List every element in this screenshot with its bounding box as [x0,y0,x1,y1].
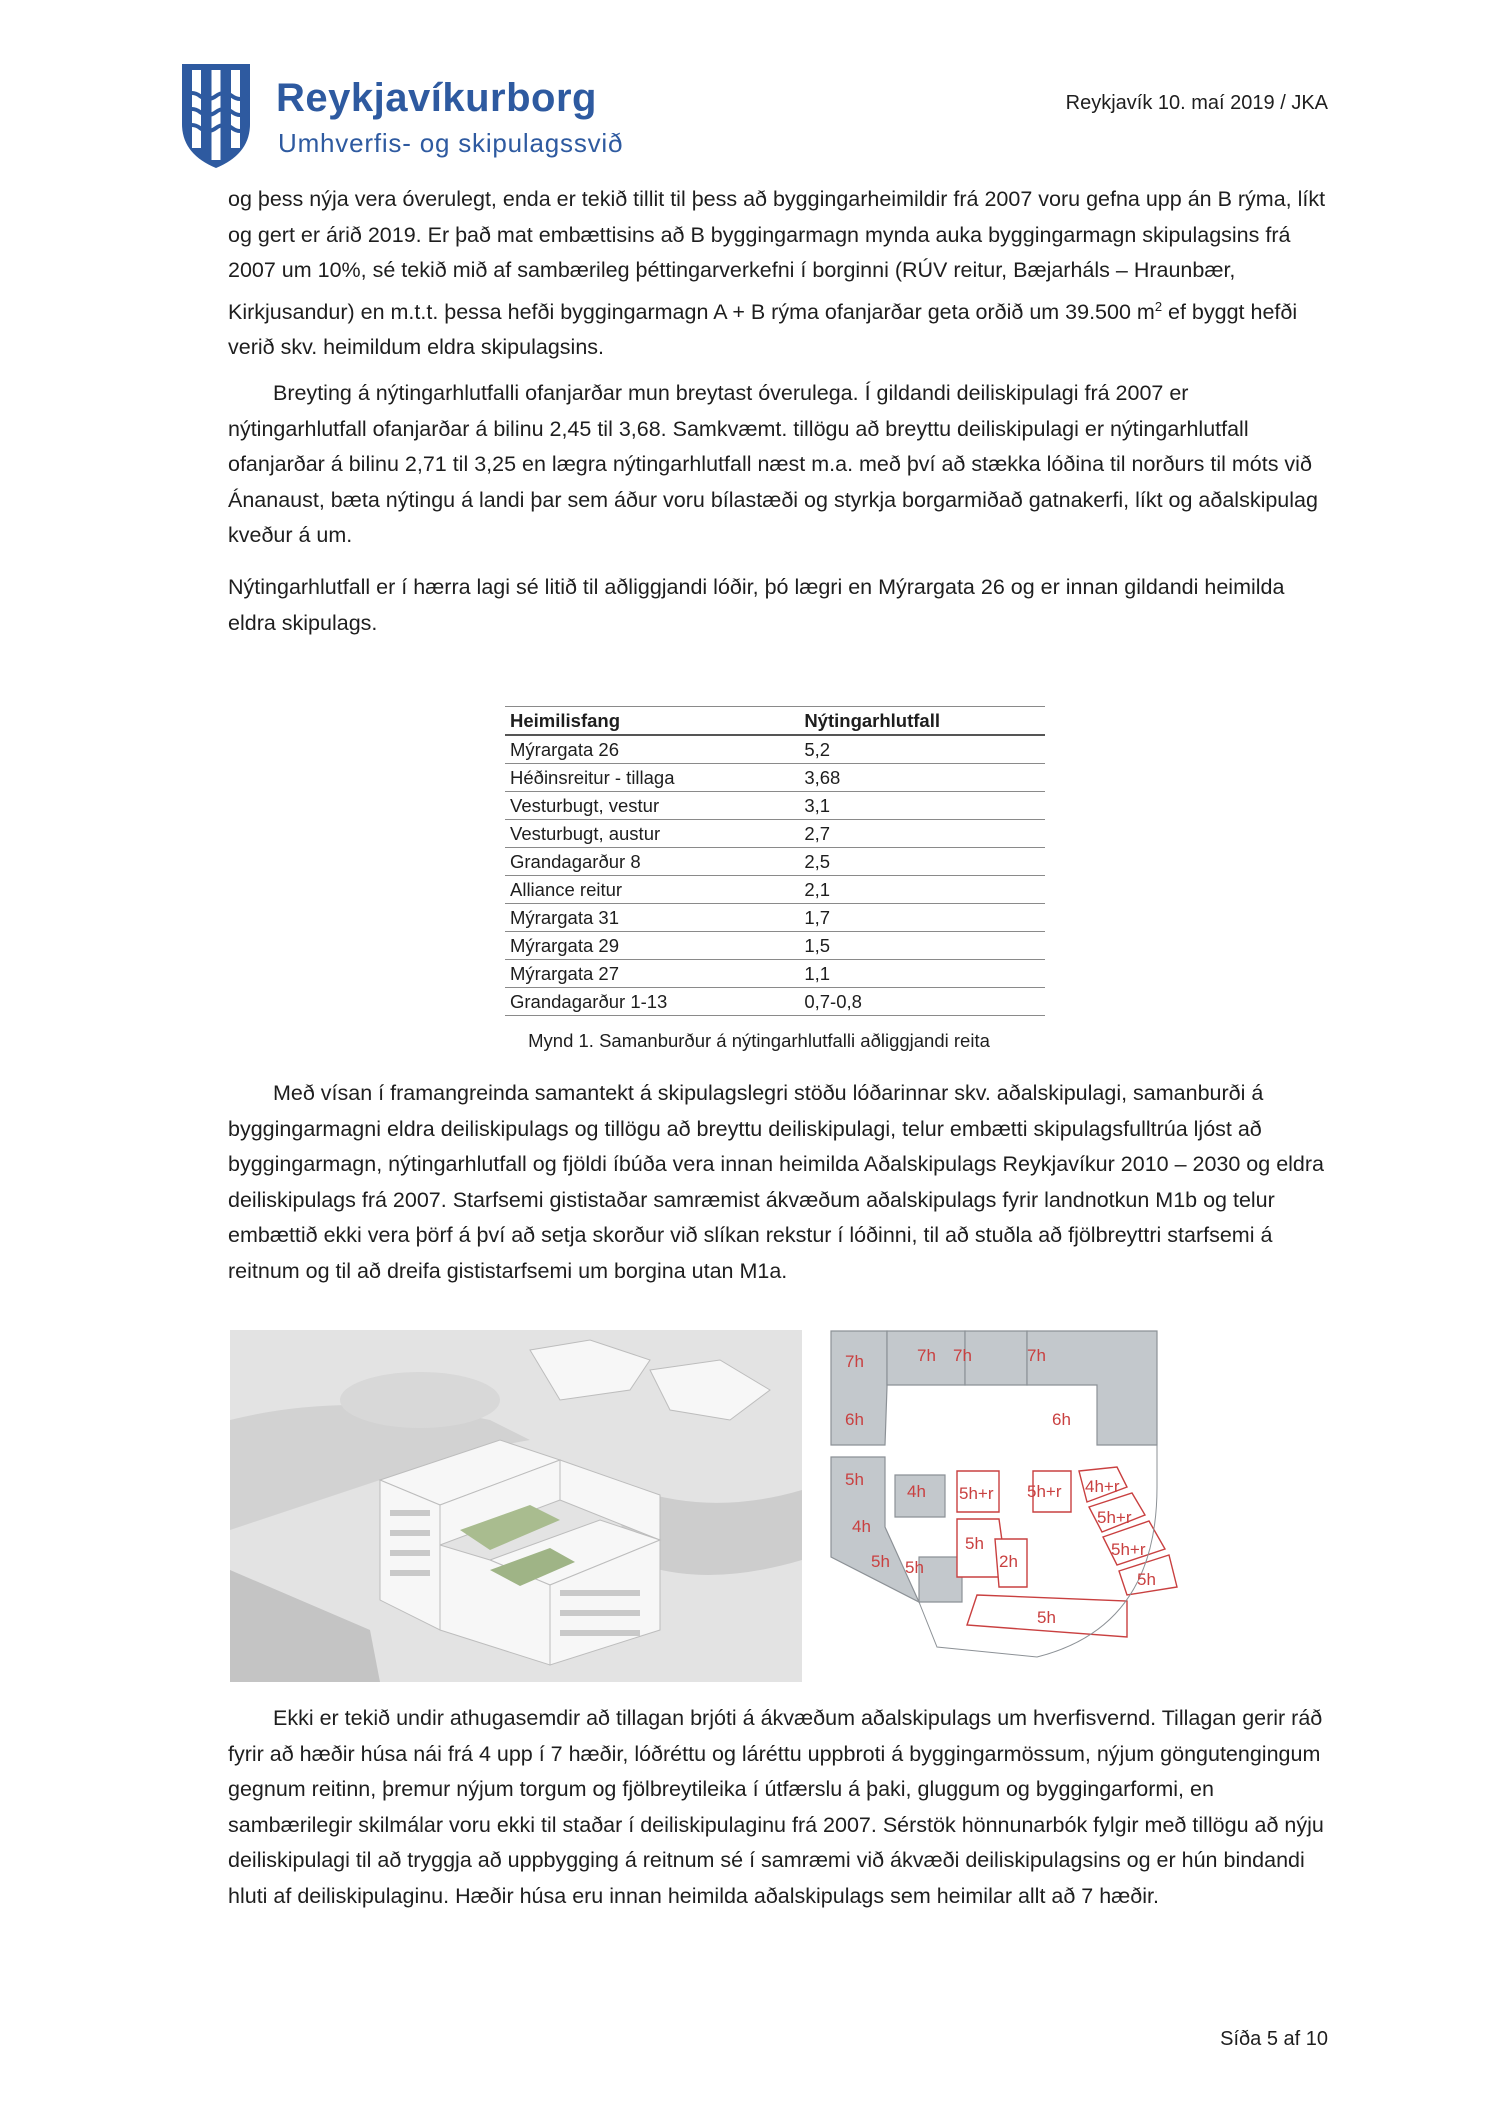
building-heights-plan [827,1327,1281,1687]
cell-ratio: 1,7 [799,904,1045,932]
paragraph-1-text-end: ef byggt hefði verið skv. heimildum eldra skipulagsins. [228,299,1298,360]
paragraph-4: Með vísan í framangreinda samantekt á skipulagslegri stöðu lóðarinnar skv. aðalskipulagi, samanburði á byggingarmagni eldra deiliskipulags og tillögu að breyttu deiliskipulagi, telur embætti skipulagsfulltrúa ljóst að byggingarmagn, nýtingarhlutfall og fjöldi íbúða vera innan heimilda Aðalskipulags Reykjavíkur 2010 – 2030 og eldra deiliskipulags frá 2007. Starfsemi gististaðar samræmist ákvæðum aðalskipulags fyrir landnotkun M1b og telur embættið ekki vera þörf á því að setja skorður við slíkan rekstur í lóðinni, til að stuðla að fjölbreyttri starfsemi á reitnum og til að dreifa gististarfsemi um borgina utan M1a. [228,1081,1325,1283]
plan-label: 5h [871,1552,890,1571]
cell-address: Mýrargata 26 [505,735,799,764]
logo [180,62,640,172]
plan-label: 7h [845,1352,864,1371]
table-row [505,876,1045,904]
cell-ratio: 2,7 [799,820,1045,848]
plan-label: 5h [905,1558,924,1577]
org-division: Umhverfis- og skipulagssvið [278,128,624,158]
cell-address: Grandagarður 1-13 [505,988,799,1016]
plan-label: 2h [999,1552,1018,1571]
cell-ratio: 2,1 [799,876,1045,904]
date-reference: Reykjavík 10. maí 2019 / JKA [1065,92,1328,114]
plan-label: 4h [907,1482,926,1501]
column-header-ratio: Nýtingarhlutfall [799,707,1045,736]
paragraph-1-text: og þess nýja vera óverulegt, enda er tekið tillit til þess að byggingarheimildir frá 2007 voru gefna upp án B rýma, líkt og gert er árið 2019. Er það mat embættisins að B byggingarmagn mynda auka byggingarmagn skipulagsins frá 2007 um 10%, sé tekið mið af sambærileg þéttingarverkefni í borginni (RÚV reitur, Bæjarháls – Hraunbær, Kirkjusandur) en m.t.t. þessa hefði byggingarmagn A + B rýma ofanjarðar geta orðið um 39.500 m [228,187,1326,324]
cell-address: Mýrargata 31 [505,904,799,932]
cell-ratio: 1,1 [799,960,1045,988]
paragraph-2: Breyting á nýtingarhlutfalli ofanjarðar mun breytast óverulega. Í gildandi deiliskipulagi frá 2007 er nýtingarhlutfall ofanjarðar á bilinu 2,45 til 3,68. Samkvæmt. tillögu að breyttu deiliskipulagi er nýtingarhlutfall ofanjarðar á bilinu 2,71 til 3,25 en lægra nýtingarhlutfall næst m.a. með því að stækka lóðina til norðurs til móts við Ánanaust, bæta nýtingu á landi þar sem áður voru bílastæði og styrkja borgarmiðað gatnakerfi, líkt og aðalskipulag kveður á um. [228,381,1318,547]
cell-ratio: 3,1 [799,792,1045,820]
paragraph-5: Ekki er tekið undir athugasemdir að tillagan brjóti á ákvæðum aðalskipulags um hverfisvernd. Tillagan gerir ráð fyrir að hæðir húsa nái frá 4 upp í 7 hæðir, lóðréttu og láréttu uppbroti á byggingarmössum, nýjum göngutengingum gegnum reitinn, þremur nýjum torgum og fjölbreytileika í útfærslu á þaki, gluggum og byggingarformi, en sambærilegir skilmálar voru ekki til staðar í deiliskipulaginu frá 2007. Sérstök hönnunarbók fylgir með tillögu að nýju deiliskipulagi til að tryggja að uppbygging á reitnum sé í samræmi við ákvæði deiliskipulagsins og er hún bindandi hluti af deiliskipulaginu. Hæðir húsa eru innan heimilda aðalskipulags sem heimilar allt að 7 hæðir. [228,1706,1324,1908]
cell-address: Vesturbugt, vestur [505,792,799,820]
cell-address: Héðinsreitur - tillaga [505,764,799,792]
plan-block-n-right [965,1331,1027,1385]
plan-label: 4h [852,1517,871,1536]
plan-label: 5h+r [959,1484,994,1503]
plan-label: 7h [917,1346,936,1365]
table-row [505,904,1045,932]
cell-address: Mýrargata 27 [505,960,799,988]
reykjavik-coat-of-arms-icon [180,62,252,170]
table-header-row [505,707,1045,736]
column-header-address: Heimilisfang [505,707,799,736]
plan-label: 7h [953,1346,972,1365]
table-row [505,792,1045,820]
plan-label: 6h [845,1410,864,1429]
floor-area-ratio-table [505,706,1045,1016]
paragraph-1 [228,182,1332,366]
org-name: Reykjavíkurborg [276,76,597,120]
superscript: 2 [1154,298,1163,314]
table-row [505,848,1045,876]
plan-label: 5h [965,1534,984,1553]
plan-label: 5h [1037,1608,1056,1627]
table-caption: Mynd 1. Samanburður á nýtingarhlutfalli aðliggjandi reita [528,1030,990,1051]
table-row [505,988,1045,1016]
aerial-rendering-image [230,1330,802,1682]
cell-address: Vesturbugt, austur [505,820,799,848]
plan-label: 4h+r [1085,1477,1120,1496]
table-row [505,932,1045,960]
cell-address: Grandagarður 8 [505,848,799,876]
plan-label: 6h [1052,1410,1071,1429]
plan-label: 5h+r [1111,1540,1146,1559]
cell-ratio: 0,7-0,8 [799,988,1045,1016]
cell-ratio: 2,5 [799,848,1045,876]
plan-label: 5h+r [1027,1482,1062,1501]
paragraph-3: Nýtingarhlutfall er í hærra lagi sé litið til aðliggjandi lóðir, þó lægri en Mýrargata 26 og er innan gildandi heimilda eldra skipulags. [228,575,1285,635]
plan-label: 7h [1027,1346,1046,1365]
plan-label: 5h [845,1470,864,1489]
cell-ratio: 3,68 [799,764,1045,792]
table-row [505,764,1045,792]
plan-label: 5h [1137,1570,1156,1589]
page-number: Síða 5 af 10 [1220,2028,1328,2050]
table-row [505,735,1045,764]
table-row [505,820,1045,848]
plan-label: 5h+r [1097,1508,1132,1527]
cell-ratio: 5,2 [799,735,1045,764]
table-row [505,960,1045,988]
cell-address: Alliance reitur [505,876,799,904]
cell-address: Mýrargata 29 [505,932,799,960]
plan-block-w-bottom [919,1557,962,1602]
cell-ratio: 1,5 [799,932,1045,960]
